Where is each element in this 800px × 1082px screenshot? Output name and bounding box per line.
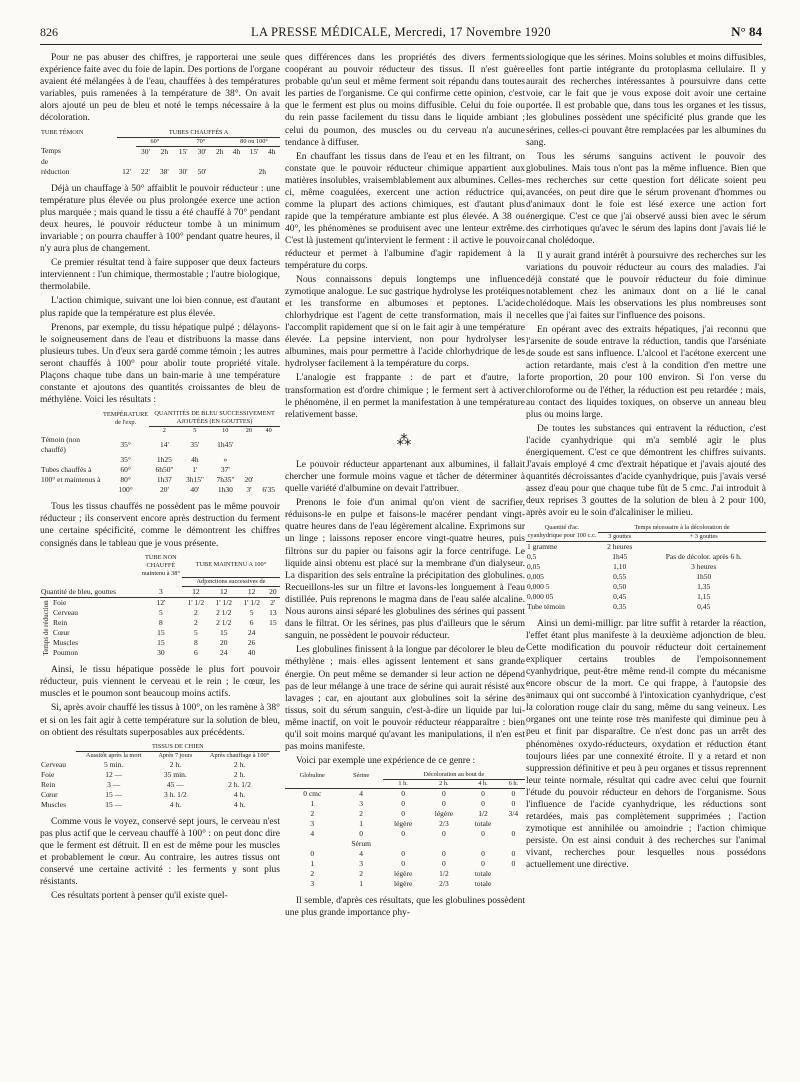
paragraph: Il semble, d'après ces résultats, que les globulines possèdent une plus grande importance phy- [285,896,525,919]
row-label: de [41,156,49,166]
cell: 13 [269,608,277,618]
cell: 0 [442,829,446,839]
cell: Pas de décolor. après 6 h. [665,551,742,561]
cell: 3 heures [691,561,717,571]
col-head: 80 ou 100° [228,137,280,146]
cell [257,465,280,475]
cell: 2 h. [233,769,246,779]
row-label: Foie [53,598,67,608]
cell: 1' [192,465,198,475]
paragraph: Prenons, par exemple, du tissu hépatique pulpé ; délayons-le soigneusement dans de l'eau et distribuons la masse dans plusieurs tubes. Un d'eux sera gardé comme témoin ; les autres seront chauffés à 100° pour abolir toute propriété vitale. Plaçons chaque tube dans un bain-marie à une température constante et ajoutons des quantités croissantes de bleu de méthylène. Voici les résultats : [40,322,280,406]
column-1 [40,52,280,1074]
cell: 0 [442,849,446,859]
side-label: Temps de réduction [42,600,50,656]
cell: 1h50 [696,571,712,581]
cell: 0 cmc [303,789,322,799]
cell: 6 [249,618,254,628]
paragraph: De toutes les substances qui entravent la réduction, c'est l'acide cyanhydrique qui m'a semblé agir le plus énergiquement. C'est ce que démontrent les chiffres suivants. J'avais employé 4 cmc d'extrait hépatique et j'avais ajouté des quantités décroissantes d'acide cyanhydrique, puis j'avais versé assez d'eau pour que chaque tube fût de 5 cmc. J'ai introduit à deux reprises 3 gouttes de la solution de bleu à 2 pour 100, après avoir eu le soin d'alcaliniser le milieu. [526,423,766,519]
row-label: Muscles [53,638,78,648]
cell: 1/2 [439,869,449,879]
cell: 40 [247,648,256,658]
cell: 2 [359,809,364,819]
cell: 2h [258,166,267,176]
cell: 20' [244,475,254,485]
row-label: Cerveau [53,608,78,618]
cell: 45 — [166,779,184,789]
cell: 6h50'' [155,465,174,475]
cell: 20 [269,587,277,597]
page-header [40,22,762,45]
paragraph: Si, après avoir chauffé les tissus à 100°, on les ramène à 38° et si on les fait agir à cette température sur la solution de bleu, on obtient des résultats superposables aux précédents. [40,703,280,738]
paragraph: Il y aurait grand intérêt à poursuivre des recherches sur les variations du pouvoir réducteur au cours des maladies. J'ai déjà constaté que le pouvoir réducteur du foie diminue notablement chez les animaux dont on a lié le canal cholédoque. Mais les observations les plus nombreuses sont celles que j'ai faites sur l'influence des poisons. [526,250,766,321]
cell: 12 — [105,769,123,779]
col-head: 40 [265,427,272,435]
cell: 2/3 [439,819,449,829]
cell: totale [474,819,492,829]
cell: 80° [120,475,131,485]
paragraph: Ainsi, le tissu hépatique possède le plus fort pouvoir réducteur, puis viennent le cerveau et le rein ; le cœur, les muscles et le poumon sont beaucoup moins actifs. [40,665,280,700]
col-head: 4 h. [478,780,488,788]
cell [241,465,258,475]
col-head: QUANTITÉS DE BLEU SUCCESSIVEMENT AJOUTÉES (EN GOUTTES) [149,410,280,427]
row-label: Tube témoin [527,601,565,611]
cell: 0 [401,849,406,859]
table-dog-tissues [40,743,280,810]
cell: 15' [249,146,259,156]
paragraph: L'action chimique, suivant une loi bien connue, est d'autant plus rapide que la température est plus élevée. [40,296,280,319]
cell: légère [434,809,454,819]
cell: 3 [310,819,315,829]
cell: 35' [190,440,200,450]
cell: 0 [442,789,446,799]
paragraph: Ce premier résultat tend à faire supposer que deux facteurs interviennent : l'un chimique, thermostable ; l'autre biologique, thermolabile. [40,258,280,293]
row-label: 1 gramme [527,541,558,551]
cell: 30 [157,648,165,658]
row-label: Témoin (non chauffé) [41,435,80,455]
cell: 1,10 [613,561,627,571]
paragraph: Comme vous le voyez, conservé sept jours, le cerveau n'est pas plus actif que le cerveau chauffé à 100° : on peut donc dire que le ferment est détruit. Il en est de même pour les muscles et probablement le cœur. Au contraire, les autres tissus ont conservé une certaine activité : les ferments y sont plus résistants. [40,816,280,888]
row-label: 0,000 5 [527,581,550,591]
table-blue-quantities [40,410,280,495]
cell: 1 [310,799,315,809]
paragraph: Les globulines finissent à la longue par décolorer le bleu de méthylène ; mais elles agissent lentement et sans grande énergie. On peut même se demander si leur action ne dépend pas de leur mélange à une trace de sérine qui aurait résisté aux lavages ; car, en ajoutant aux globulines soit la sérine des tissus, soit du sérum sanguin, c'est-à-dire un liquide par lui-même inactif, on voit le pouvoir réducteur réapparaître : bien qu'il soit moins marqué qu'avant les manipulations, il n'en est pas moins manifeste. [285,645,525,753]
col-head: + 3 gouttes [689,532,718,540]
row-label: Cerveau [41,759,66,769]
paragraph: L'analogie est frappante : de part et d'autre, la transformation est d'ordre chimique ; le ferment sert à activer le phénomène, il en permet la manifestation à une température relativement basse. [285,373,525,420]
col-head: TUBE NON CHAUFFÉ maintenu à 38° [141,553,180,577]
cell: 7h35'' [216,475,235,485]
cell: 0,45 [697,601,711,611]
cell: 24 [247,628,256,638]
cell: 0 [481,859,485,869]
cell: 15 — [105,799,123,809]
table-cyanide [526,524,766,612]
cell: 2 heures [607,541,633,551]
paragraph: Pour ne pas abuser des chiffres, je rapporterai une seule expérience faite avec du foie de lapin. Des portions de l'organe avaient été mélangées à de l'eau, chauffées à des températures variables, puis ramenées à la température de 38°. On avait alors ajouté un peu de bleu et noté le temps nécessaire à la décoloration. [40,53,280,124]
col-head: Après chauffage à 100° [209,751,270,759]
cell: 1h45' [217,440,234,450]
cell: 0,45 [613,591,627,601]
paragraph: Tous les sérums sanguins activent le pouvoir des globulines. Mais tous n'ont pas la même influence. Bien que mes recherches sur cette question fort délicate soient peu avancées, on peut dire que le sérum provenant d'hommes ou d'animaux dont le foie est lésé exerce une action fort énergique. C'est ce que j'ai observé aussi bien avec le sérum des cirrhotiques qu'avec le sérum des lapins dont j'avais lié le canal cholédoque. [526,151,766,247]
col-head: 2 h. [439,780,449,788]
cell: 0 [442,799,446,809]
col-head: 60° [136,137,174,146]
cell: 12 [220,587,228,597]
paragraph: En opérant avec des extraits hépatiques, j'ai reconnu que l'arsenite de soude entrave la réduction, tandis que l'arséniate de soude est sans influence. L'alcool et l'acétone exercent une action retardante, mais c'est à la condition d'en mettre une forte proportion, 20 pour 100 environ. Si l'on verse du chloroforme ou de l'éther, la réduction est peu retardée ; mais, au contact des liquides toxiques, on observe un anneau bleu plus ou moins large. [526,325,766,420]
cell: 2' [270,598,276,608]
row-label: 0,05 [527,561,541,571]
cell: 15 [269,618,277,628]
cell: 1h45 [612,551,628,561]
table-globulin-serine [285,771,525,889]
paragraph: En chauffant les tissus dans de l'eau et en les filtrant, on constate que le pouvoir réducteur chimique appartient aux matières insolubles, vraisemblablement aux albumines. Celles-ci, même coagulées, exercent une action réductrice qui, comme la plupart des actions chimiques, est d'autant plus rapide que la température ambiante est plus élevée. A 38 ou 40°, les phénomènes se produisent avec une lenteur extrême. C'est là justement qu'intervient le ferment : il active le pouvoir réducteur et permet à l'albumine d'agir rapidement à la température du corps. [285,151,525,271]
cell: 0 [481,849,485,859]
cell: 1 [310,859,315,869]
cell: 5 [193,628,198,638]
cell: 2 [359,869,364,879]
cell: 30' [141,146,150,156]
cell: 0 [511,849,516,859]
cell: 38' [159,166,169,176]
row-label: Cœur [53,628,70,638]
cell: 0 [481,799,485,809]
cell: 0,55 [613,571,627,581]
paragraph: Déjà un chauffage à 50° affaiblit le pouvoir réducteur : une température plus élevée ou plus prolongée exerce une action plus marquée ; mais quand le tissu a été chauffé à 70° pendant deux heures, le pouvoir réducteur tombe à un minimum invariable ; on pourra chauffer à 100° pendant quatre heures, il n'y aura plus de changement. [40,183,280,255]
col-head: TUBE TÉMOIN [41,128,84,136]
row-label: Foie [41,769,55,779]
cell [257,435,280,455]
table-heating-liver [40,129,280,177]
cell: 100° [118,485,133,495]
cell: 6 [193,648,198,658]
cell: légère [393,869,413,879]
cell: 2 [310,809,315,819]
paragraph: Voici par exemple une expérience de ce genre : [296,756,476,767]
col-head: TUBES CHAUFFÉS A [117,129,280,138]
cell: 2/3 [439,879,449,889]
cell: 1h25 [156,455,172,465]
cell: 0 [511,829,516,839]
col-head: Sérine [353,771,370,779]
cell: 4 h. [169,799,181,809]
col-head: 10 [222,427,229,435]
col-head: Temps nécessaire à la décoloration de [598,524,766,533]
col-head: 1 h. [398,780,408,788]
cell: légère [393,819,413,829]
section-separator: ⁂ [396,432,414,449]
cell: 0,35 [613,601,627,611]
cell [641,541,766,552]
cell: 2 [193,608,198,618]
cell: 1' 1/2 [187,598,205,608]
col-head: 20 [245,427,253,435]
row-label: réduction [41,166,70,176]
paragraph: Prenons le foie d'un animal qu'on vient de sacrifier, réduisons-le en pulpe et faisons-le macérer pendant vingt-quatre heures dans de l'eau légèrement alcaline. Exprimons sur un linge ; laissons reposer encore vingt-quatre heures, puis filtrons sur du papier ou faisons agir la force centrifuge. Le liquide ainsi obtenu est placé sur la membrane d'un dialyseur. La disparition des sels entraîne la précipitation des globulines. Recueillons-les sur un filtre et lavons-les longuement à l'eau distillée. Puis reprenons le magma dans de l'eau salée alcaline. Nous aurons ainsi séparé les globulines des sérines qui passent dans le filtrat. Or les sérines, pas plus d'ailleurs que le sérum sanguin, ne possèdent le pouvoir réducteur. [285,498,525,642]
cell: 0 [511,789,516,799]
cell: 6'35 [262,485,275,495]
col-head: Aussitôt après la mort [85,751,142,759]
cell: 2 [193,618,198,628]
cell: 0 [511,799,516,809]
cell: 12' [156,598,166,608]
cell: totale [474,879,492,889]
issue-number: N° 84 [731,24,762,39]
cell: 4 h. [233,799,246,809]
cell: 3' [246,485,252,495]
cell [257,455,280,465]
row-label: 0,005 [527,571,544,581]
cell: 3 [310,879,315,889]
row-label: 0,5 [527,551,537,561]
cell: 0 [401,859,406,869]
cell: 3 [359,859,364,869]
cell: 12 [247,587,256,597]
col-head: Adjonctions successives de [182,578,280,587]
cell: légère [393,879,413,889]
col-head: Quantité d'ac. cyanhydrique pour 100 c.c. [527,524,597,540]
cell: 15' [178,146,188,156]
cell: 14' [159,440,169,450]
cell: 60° [120,465,131,475]
cell: 0 [442,859,446,869]
cell [502,869,525,879]
col-head: 2 [162,427,166,435]
cell: » [223,455,228,465]
cell [502,819,525,829]
row-label: Cœur [41,789,58,799]
cell: 12 [192,587,200,597]
cell: 5 min. [104,759,124,769]
page-number: 826 [40,25,58,39]
cell: 3 [159,586,163,596]
cell [266,648,280,658]
cell: 15 [157,628,165,638]
cell: 5 [159,608,163,618]
row-label: Sérum [351,839,371,849]
cell: 8 [193,638,198,648]
cell [266,638,280,648]
cell [241,455,258,465]
cell: 0 [511,859,516,869]
cell: 3 [359,799,364,809]
cell: 15 [157,638,165,648]
cell: 35° [120,455,131,465]
cell: 1' 1/2 [243,598,260,608]
cell: 2 [310,869,315,879]
col-head: 70° [174,137,228,146]
cell: 1 [359,879,364,889]
column-2 [285,52,525,1074]
cell: 24 [220,648,228,658]
cell: 4 [359,849,364,859]
paragraph: Nous connaissons depuis longtemps une influence zymotique analogue. Le suc gastrique hydrolyse les protéiques et les transforme en albumoses et peptones. L'acide chlorhydrique est l'agent de cette transformation, mais il ne l'accomplit rapidement que si on le fait agir à une température élevée. La pepsine intervient, non pour hydrolyser les albumines, mais pour permettre à l'acide chlorhydrique de les hydrolyser facilement à la température du corps. [285,274,525,370]
cell: 2h [160,146,169,156]
row-label: 0,000 05 [527,591,554,601]
cell: 12' [122,166,132,176]
table-organ-specificity [40,554,280,659]
cell: 4 [359,789,364,799]
row-label: Rein [53,618,68,628]
journal-title: LA PRESSE MÉDICALE, Mercredi, 17 Novembre 1920 [251,25,551,39]
cell: 20 [220,638,228,648]
cell [266,628,280,638]
cell: 2 1/2 [216,608,232,618]
cell: 30' [178,166,188,176]
cell: 1,15 [697,591,711,601]
cell: 2 h. 1/2 [228,779,251,789]
cell: 5 [249,608,254,618]
col-head: 5 [193,427,197,435]
cell: 15 — [105,789,123,799]
cell: 0 [481,789,485,799]
paragraph: siologique que les sérines. Moins solubles et moins diffusibles, elles font partie intégrante du protoplasma cellulaire. Il y aurait des recherches intéressantes à poursuivre dans cette voie, car le fait que je vous expose doit avoir une certaine portée. Il est probable que, dans tous les organes et les tissus, les globulines possèdent une spécificité plus grande que les sérines, celles-ci pouvant être remplacées par les albumines du sang. [526,53,766,148]
col-head: Après 7 jours [158,751,193,759]
cell: 22' [141,166,150,176]
cell [502,879,525,889]
col-head: Globuline [299,771,325,779]
paragraph: Le pouvoir réducteur appartenant aux albumines, il fallait chercher une formule moins vague et tâcher de déterminer à quelle variété d'albumine on devait l'attribuer. [285,459,525,495]
cell: 3h15'' [185,475,204,485]
cell: 4 h. [233,789,246,799]
cell: 4h [267,146,276,156]
cell: 26 [247,638,256,648]
cell: 2 1/2 [216,618,232,628]
cell: 1/2 [478,809,488,819]
cell: 0 [401,789,406,799]
cell: 0,50 [613,581,627,591]
cell: 1h30 [217,485,233,495]
row-label: Quantité de bleu, gouttes [41,586,116,596]
cell: 4h [191,455,199,465]
paragraph: Ainsi un demi-milligr. par litre suffit à retarder la réaction, l'effet étant plus manifeste à la deuxième adjonction de bleu. Cette modification du pouvoir réducteur doit certainement expliquer certains troubles de l'empoisonnement cyanhydrique, peut-être même rend-il compte du mécanisme encore obscur de la mort. Ce qui frappe, à l'autopsie des animaux qui ont succombé à l'intoxication cyanhydrique, c'est la coloration rouge clair du sang, même du sang veineux. Les organes ont une teinte rose très manifeste qui diminue peu à peu et finit par disparaître. Ce n'est donc pas un arrêt des phénomènes oxydo-réducteurs, oxydation et réduction étant toujours liées par une connexité étroite. Il y a retard et non suppression définitive et peu à peu organes et tissus reprennent leur teinte normale, résultat qui cadre avec celui que fournit l'étude du pouvoir réducteur en dehors de l'organisme. Sous l'influence de l'acide cyanhydrique, les réductions sont retardées, mais pas complètement supprimées ; l'action zymotique est annihilée ou amoindrie ; l'action chimique persiste. On est ainsi conduit à des recherches sur l'animal vivant, recherches pour lesquelles nous possédons actuellement une directive. [526,618,766,871]
cell: 0 [481,829,485,839]
cell: 15 [220,628,228,638]
col-head: Décoloration au bout de [383,771,525,780]
cell: 1' 1/2 [215,598,233,608]
cell: 0 [401,809,406,819]
row-label: Poumon [53,648,79,658]
cell: 3/4 [508,809,519,819]
cell: 50' [197,166,207,176]
cell: 0 [401,799,406,809]
cell: totale [474,869,492,879]
cell: 0 [401,829,406,839]
cell: 1 [359,819,364,829]
paragraph: Tous les tissus chauffés ne possèdent pas le même pouvoir réducteur ; ils conservent encore après destruction du ferment une certaine spécificité, comme le démontrent les chiffres consignés dans le tableau que je vous présente. [40,502,280,549]
row-label: Tubes chauffés à 100° et maintenus à [41,465,101,485]
cell [241,435,258,455]
cell: 0 [359,829,364,839]
table-title: TISSUS DE CHIEN [76,743,280,752]
col-head: 3 gouttes [608,532,632,540]
cell: 0 [310,849,315,859]
cell: 30' [197,146,207,156]
cell: 2 h. [169,759,181,769]
row-label: Temps [41,146,61,156]
row-label: Muscles [41,799,66,809]
paragraph: Ces résultats portent à penser qu'il existe quel- [51,891,228,902]
cell: 35 min. [163,769,187,779]
cell: 2 h. [233,759,246,769]
cell: 3 — [107,779,121,789]
cell: 4h [232,146,241,156]
cell: 1h37 [156,475,172,485]
paragraph: ques différences dans les propriétés des divers ferments coopérant au pouvoir réducteur des tissus. Il n'est guère probable qu'un seul et même ferment soit répandu dans toutes les parties de l'organisme. Ce qui confirme cette opinion, c'est que le ferment est plus ou moins diffusible. Celui du foie ou du rein passe facilement du tissu dans le liquide ambiant ; celui du poumon, des muscles ou du cerveau n'a aucune tendance à diffuser. [285,53,525,148]
col-head: TUBE MAINTENU A 100° [182,554,280,578]
cell: 37' [220,465,230,475]
col-head: 6 h. [508,780,519,788]
column-3 [526,52,766,1074]
cell: 1,35 [697,581,711,591]
cell: 8 [159,618,163,628]
cell: 40' [190,485,200,495]
cell: 35° [120,440,131,450]
cell: 20' [159,485,169,495]
cell: 2h [216,146,224,156]
cell: 3 h. 1/2 [163,789,187,799]
col-head: TEMPÉRATURE de l'exp. [103,410,149,426]
cell: 4 [310,829,315,839]
row-label: Rein [41,779,56,789]
cell [257,475,280,485]
